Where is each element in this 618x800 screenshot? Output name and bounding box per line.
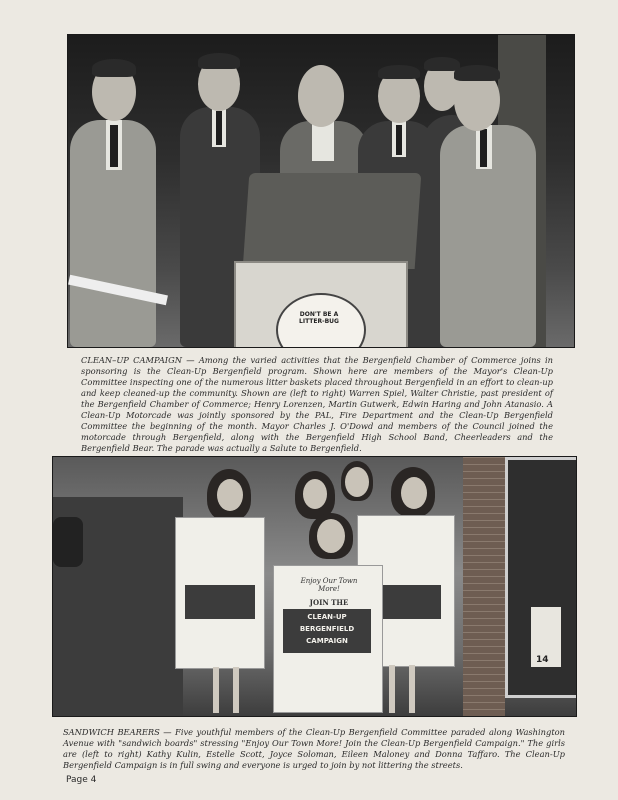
window-price: 14 bbox=[536, 655, 549, 665]
girl-3-face bbox=[345, 467, 369, 497]
leg bbox=[213, 667, 219, 713]
page-number: Page 4 bbox=[66, 775, 97, 785]
man-4-hair bbox=[378, 65, 420, 79]
board-title-line-1: CLEAN-UP bbox=[307, 613, 347, 621]
brick-column bbox=[463, 457, 505, 716]
caption-heading: CLEAN–UP CAMPAIGN bbox=[81, 355, 182, 365]
girl-4-face bbox=[401, 477, 427, 509]
man-6-hair bbox=[454, 65, 500, 81]
man-4-tie bbox=[396, 125, 402, 155]
leg bbox=[409, 665, 415, 713]
clean-up-committee-photo bbox=[68, 35, 574, 347]
clean-up-campaign-caption bbox=[81, 355, 553, 454]
parked-car bbox=[53, 517, 83, 567]
man-5-hair bbox=[424, 57, 460, 71]
board-title-line-2: BERGENFIELD bbox=[299, 625, 355, 633]
man-6-tie bbox=[480, 129, 487, 167]
litter-basket-lid bbox=[243, 173, 422, 269]
girl-2-face bbox=[303, 479, 327, 509]
board-title-line-3: CAMPAIGN bbox=[306, 637, 348, 645]
litter-bug-badge-text: DON'T BE A LITTER-BUG bbox=[299, 311, 339, 325]
girl-5-face bbox=[317, 519, 345, 553]
board-slogan: Enjoy Our Town More! bbox=[300, 577, 358, 593]
leg bbox=[233, 667, 239, 713]
leg bbox=[389, 665, 395, 713]
board-join: JOIN THE bbox=[309, 598, 349, 607]
sandwich-board-1-band bbox=[185, 585, 255, 619]
man-2-hair bbox=[198, 53, 240, 69]
man-3-shirt bbox=[312, 121, 334, 161]
sandwich-bearers-photo bbox=[53, 457, 576, 716]
man-1-hair bbox=[92, 59, 136, 77]
caption-heading: SANDWICH BEARERS bbox=[63, 727, 160, 737]
man-1-tie bbox=[110, 125, 118, 167]
caption-body: — Among the varied activities that the Bergenfield Chamber of Commerce joins in sponsoring is the Clean-Up Bergenfield program. Shown here are members of the Mayor's Clean-Up Committee inspecting one of the numerous litter baskets placed throughout Bergenfield in an effort to clean-up and keep cleaned-up the community. Shown are (left to right) Warren Spiel, Walter Christie, past president of the Bergenfield Chamber of Commerce; Henry Lorenzen, Martin Gutwerk, Edwin Haring and John Atanasio. A Clean-Up Motorcade was jointly sponsored by the PAL, Fire Department and the Clean-Up Bergenfield Committee the beginning of the month. Mayor Charles J. O'Dowd and members of the Council joined the motorcade through Bergenfield, along with the Bergenfield High School Band, Cheerleaders and the Bergenfield Bear. The parade was actually a Salute to Bergenfield. bbox=[81, 355, 553, 453]
man-3-head bbox=[298, 65, 344, 127]
caption-body: — Five youthful members of the Clean-Up Bergenfield Committee paraded along Washington Avenue with "sandwich boards" stressing "Enjoy Our Town More! Join the Clean-Up Bergenfield Campaign." The girls are (left to right) Kathy Kulin, Estelle Scott, Joyce Soloman, Eileen Maloney and Donna Taffaro. The Clean-Up Bergenfield Campaign is in full swing and everyone is urged to join by not littering the streets. bbox=[63, 727, 565, 770]
girl-1-face bbox=[217, 479, 243, 511]
sandwich-bearers-caption bbox=[63, 727, 565, 771]
man-2-tie bbox=[216, 111, 222, 145]
